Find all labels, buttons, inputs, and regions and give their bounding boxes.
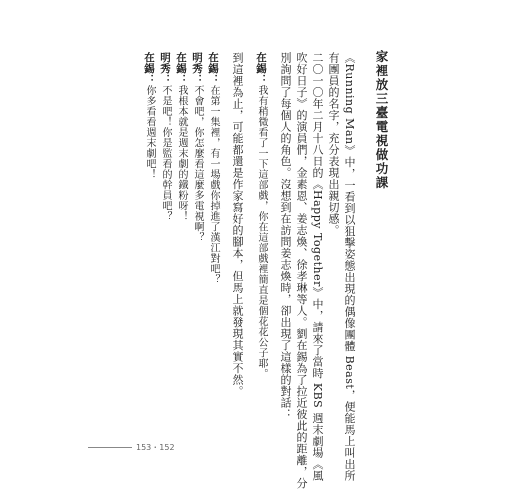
speaker-name: 在錫： [143,52,155,85]
paragraph-line: 《Running Man》中，一看到以狙擊姿態出現的偶像團體 Beast，便能馬上叫出所 [343,52,356,482]
footer-rule [88,447,132,448]
dialogue-text: 不會吧，你怎麼看這麼多電視啊？ [192,85,203,243]
speaker-name: 明秀： [191,52,203,85]
speaker-name: 明秀： [159,52,171,85]
page-number: 153・152 [136,443,175,452]
dialogue-text: 你多看看週末劇吧！ [144,85,155,180]
speaker-name: 在錫： [175,52,187,85]
dialogue-line [174,52,188,222]
dialogue-line [190,52,204,243]
paragraph-line: 有團員的名字，充分表現出親切感。 [327,52,340,236]
paragraph-line: 到這裡為止，可能都還是作家寫好的腳本，但馬上就發現其實不然。 [231,52,244,397]
dialogue-text: 在第一集裡，有一場戲你掉進了漢江對吧？ [208,85,219,285]
dialogue-line [142,52,156,180]
dialogue-text: 我根本就是週末劇的鐵粉呀！ [176,85,187,222]
speaker-name: 在錫： [207,52,219,85]
dialogue-line [254,52,268,379]
dialogue-text: 我有稍微看了一下這部戲，你在這部戲裡簡直是個花花公子耶。 [256,85,267,379]
paragraph-line: 別詢問了每個人的角色。沒想到在訪問姜志煥時，卻出現了這樣的對話： [279,52,292,420]
page-footer [88,442,175,453]
paragraph-line: 二〇一〇年二月十八日的《Happy Together》中，請來了當時 KBS 週末劇場《風 [311,52,324,482]
dialogue-line [158,52,172,222]
dialogue-text: 不是吧！你是監看的幹員吧？ [160,85,171,222]
dialogue-line [206,52,220,285]
chapter-title: 家裡放三臺電視做功課 [374,50,389,190]
speaker-name: 在錫： [255,52,267,85]
paragraph-line: 吹好日子》的演員們，金素恩、姜志煥、徐孝琳等人。劉在錫為了拉近彼此的距離，分 [295,52,308,489]
